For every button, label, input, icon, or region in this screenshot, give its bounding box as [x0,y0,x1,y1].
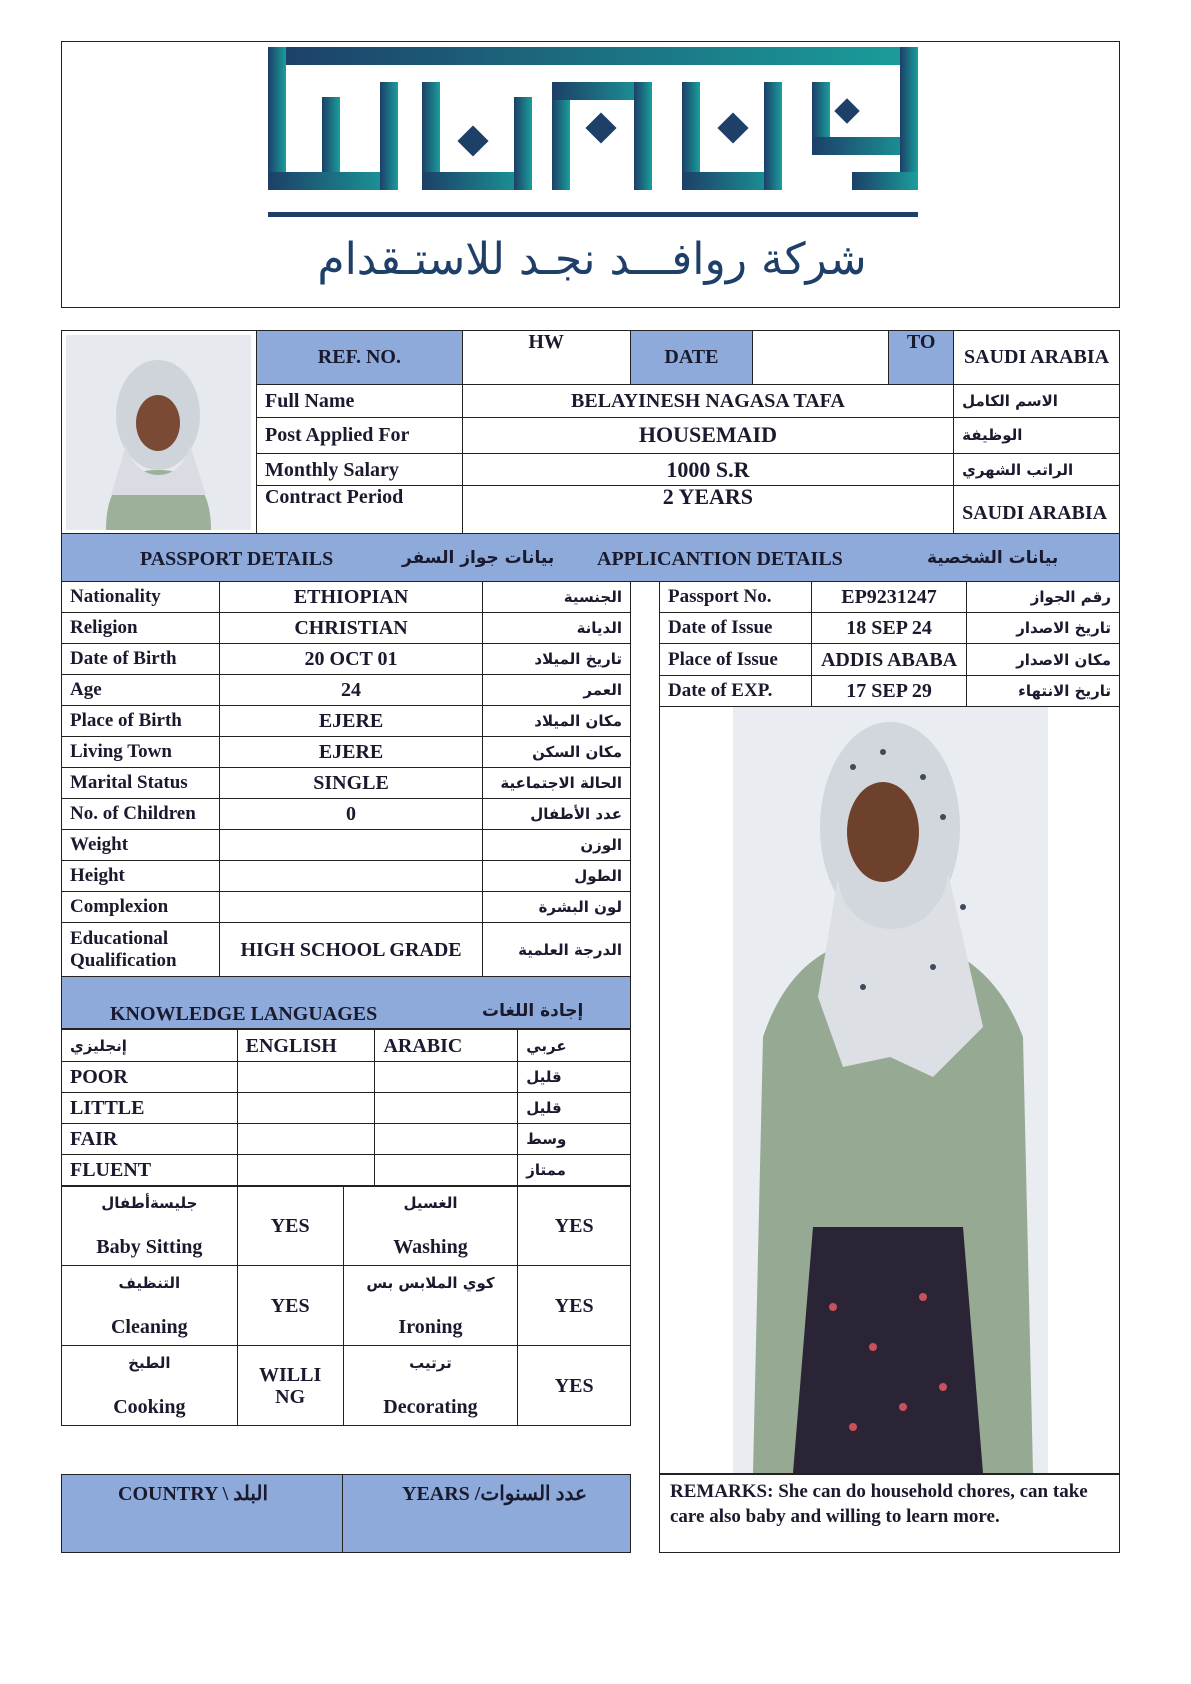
ref-no-label: REF. NO. [256,331,462,385]
row-value: SINGLE [219,768,482,799]
row-ar: الطول [483,861,631,892]
row-ar: مكان الاصدار [967,644,1120,676]
languages-title-ar: إجادة اللغات [482,1001,584,1021]
contract-country: SAUDI ARABIA [954,486,1120,540]
languages-title: KNOWLEDGE LANGUAGES [110,1003,378,1025]
applicant-photo-large-cell [659,706,1120,1474]
application-details-heading-ar: بيانات الشخصية [927,548,1059,568]
post-applied-label: Post Applied For [256,417,462,453]
row-label: Place of Issue [660,644,812,676]
row-value: EJERE [219,737,482,768]
personal-details-table [61,581,631,977]
full-name-ar: الاسم الكامل [954,384,1120,417]
date-value [753,331,889,385]
row-label: Date of Issue [660,613,812,644]
skill-left: الطبخ Cooking [62,1346,238,1426]
passport-details-heading: PASSPORT DETAILS [140,548,334,570]
row-value: CHRISTIAN [219,613,482,644]
row-label: Educational Qualification [62,923,220,977]
country-label: COUNTRY \ البلد [118,1483,269,1505]
languages-table [61,1029,631,1186]
row-value: 0 [219,799,482,830]
row-value: 24 [219,675,482,706]
arabic-level [375,1062,518,1093]
skill-left: جليسةأطفال Baby Sitting [62,1186,238,1266]
row-ar: الديانة [483,613,631,644]
level-ar: قليل [518,1062,631,1093]
full-name-value: BELAYINESH NAGASA TAFA [462,384,953,417]
date-label: DATE [630,331,753,385]
arabic-level [375,1155,518,1186]
applicant-photo-small-cell [62,331,257,540]
level-label: FAIR [62,1124,238,1155]
row-value [219,892,482,923]
to-value: SAUDI ARABIA [954,331,1120,385]
row-label: Marital Status [62,768,220,799]
row-value [219,861,482,892]
row-label: Passport No. [660,582,812,613]
row-value: ADDIS ABABA [811,644,967,676]
languages-heading [61,976,631,1029]
level-ar: ممتاز [518,1155,631,1186]
company-name-arabic: شركة روافـــد نجـد للاستـقدام [317,234,867,285]
row-value: HIGH SCHOOL GRADE [219,923,482,977]
col-arabic: ARABIC [375,1030,518,1062]
row-ar: تاريخ الانتهاء [967,676,1120,707]
details-banner [61,533,1120,582]
row-label: Complexion [62,892,220,923]
row-ar: عدد الأطفال [483,799,631,830]
row-value: EJERE [219,706,482,737]
level-label: POOR [62,1062,238,1093]
skill-right: ترتيب Decorating [343,1346,518,1426]
level-ar: قليل [518,1093,631,1124]
monthly-salary-value: 1000 S.R [462,454,953,486]
contract-period-value: 2 YEARS [462,486,953,540]
col-english: ENGLISH [237,1030,375,1062]
row-ar: رقم الجواز [967,582,1120,613]
company-logo [62,42,1119,307]
row-ar: مكان الميلاد [483,706,631,737]
to-label: TO [889,331,954,385]
row-value: 20 OCT 01 [219,644,482,675]
skill-right-value: YES [518,1346,631,1426]
arabic-level [375,1124,518,1155]
row-label: Religion [62,613,220,644]
row-label: Place of Birth [62,706,220,737]
company-header [61,41,1120,308]
row-value: 17 SEP 29 [811,676,967,707]
row-ar: لون البشرة [483,892,631,923]
row-label: Height [62,861,220,892]
skill-left-value: YES [237,1186,343,1266]
row-ar: مكان السكن [483,737,631,768]
english-level [237,1155,375,1186]
monthly-salary-label: Monthly Salary [256,454,462,486]
english-level [237,1093,375,1124]
english-level [237,1062,375,1093]
application-details-heading: APPLICANTION DETAILS [597,548,843,570]
monthly-salary-ar: الراتب الشهري [954,454,1120,486]
row-ar: الحالة الاجتماعية [483,768,631,799]
post-applied-ar: الوظيفة [954,417,1120,453]
row-value: EP9231247 [811,582,967,613]
contract-period-label: Contract Period [256,486,462,540]
applicant-photo-small [66,335,251,530]
skill-right-value: YES [518,1266,631,1346]
full-name-label: Full Name [256,384,462,417]
applicant-photo-large [733,707,1048,1473]
row-ar: العمر [483,675,631,706]
post-applied-value: HOUSEMAID [462,417,953,453]
skills-table [61,1185,631,1426]
row-label: Nationality [62,582,220,613]
arabic-level [375,1093,518,1124]
row-value: 18 SEP 24 [811,613,967,644]
row-label: Living Town [62,737,220,768]
remarks: REMARKS: She can do household chores, can take care also baby and willing to learn more. [659,1474,1120,1553]
row-label: No. of Children [62,799,220,830]
passport-details-table [659,581,1120,707]
row-label: Date of EXP. [660,676,812,707]
row-ar: الجنسية [483,582,631,613]
ref-no-value: HW [462,331,630,385]
skill-right: كوي الملابس بس Ironing [343,1266,518,1346]
row-ar: تاريخ الميلاد [483,644,631,675]
row-value: ETHIOPIAN [219,582,482,613]
skill-right: الغسيل Washing [343,1186,518,1266]
col-english-ar: إنجليزي [62,1030,238,1062]
card-header-table [61,330,1120,540]
experience-box [61,1474,631,1553]
row-value [219,830,482,861]
row-ar: تاريخ الاصدار [967,613,1120,644]
skill-left: التنظيف Cleaning [62,1266,238,1346]
skill-right-value: YES [518,1186,631,1266]
english-level [237,1124,375,1155]
skill-left-value: WILLI NG [237,1346,343,1426]
row-label: Date of Birth [62,644,220,675]
level-label: FLUENT [62,1155,238,1186]
years-label: YEARS /عدد السنوات [402,1483,587,1505]
row-ar: الوزن [483,830,631,861]
passport-details-heading-ar: بيانات جواز السفر [402,548,555,568]
row-label: Weight [62,830,220,861]
row-label: Age [62,675,220,706]
level-label: LITTLE [62,1093,238,1124]
level-ar: وسط [518,1124,631,1155]
col-arabic-ar: عربي [518,1030,631,1062]
skill-left-value: YES [237,1266,343,1346]
row-ar: الدرجة العلمية [483,923,631,977]
